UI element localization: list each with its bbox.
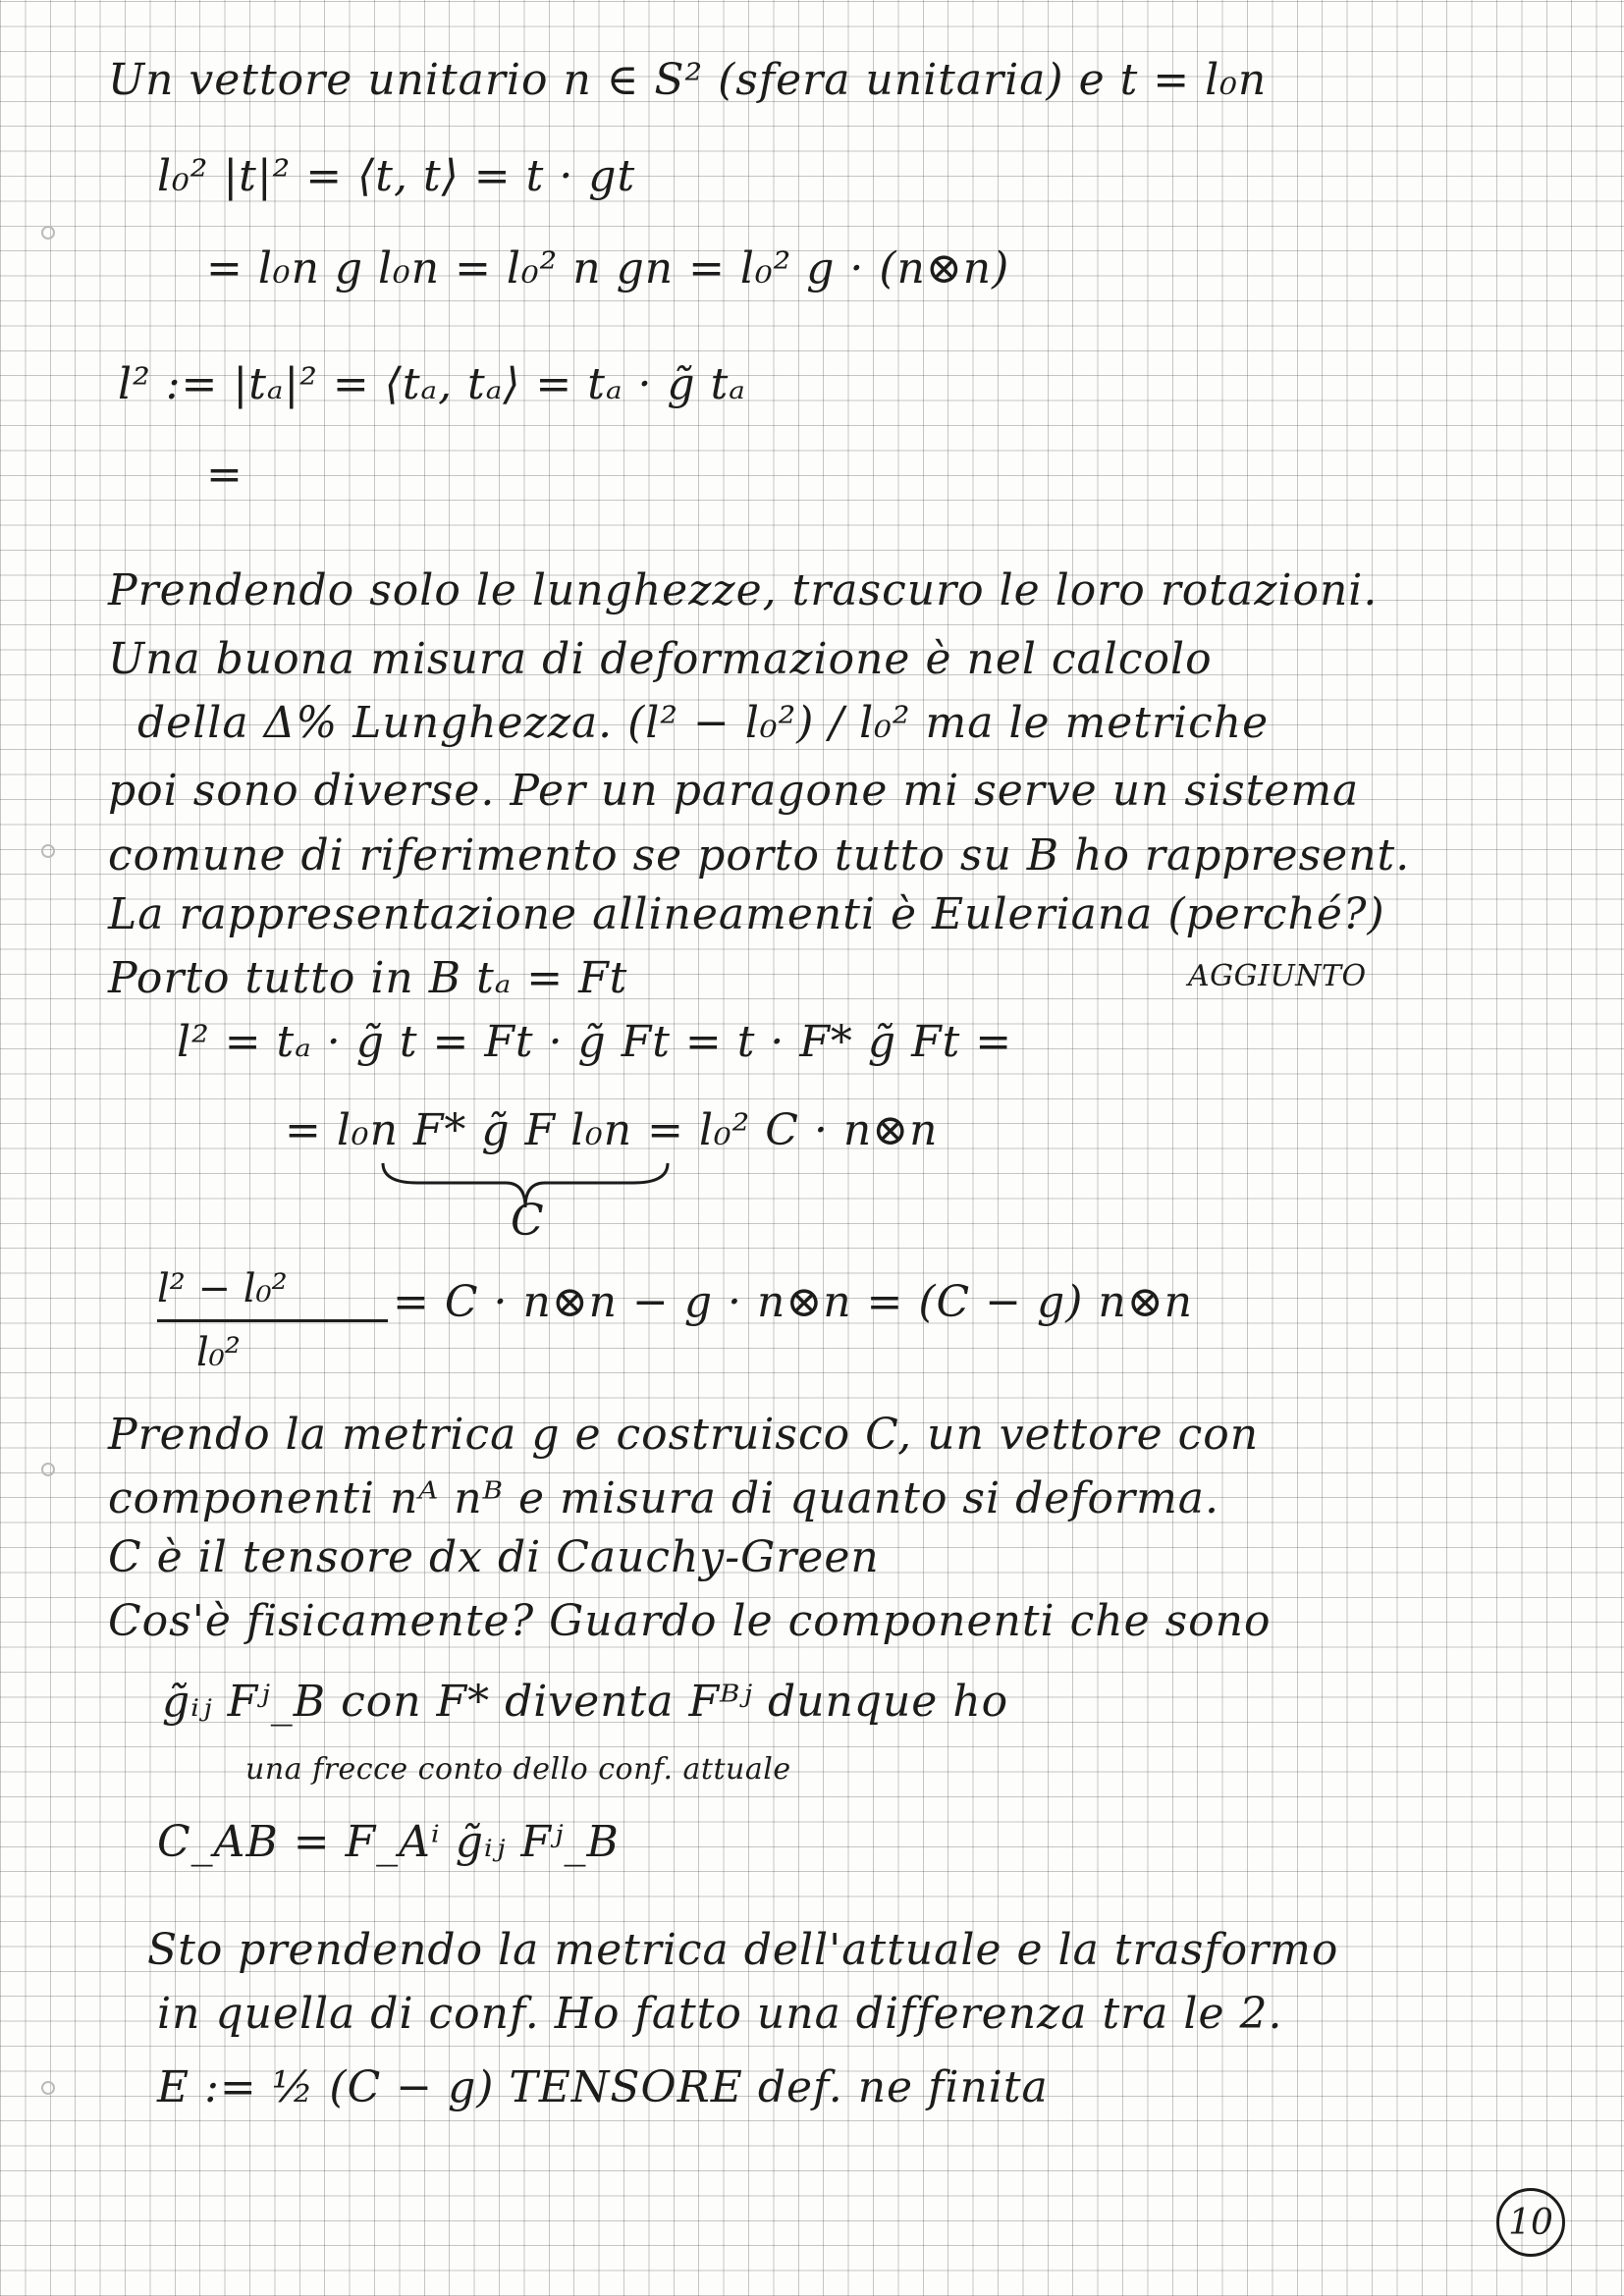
note-line-22: una frecce conto dello conf. attuale (245, 1752, 791, 1787)
note-line-15: C (511, 1196, 545, 1246)
fraction-numerator: l² − l₀² (157, 1266, 288, 1311)
deformation-fraction (157, 1266, 388, 1375)
punch-hole (41, 226, 55, 240)
note-line-24: Sto prendendo la metrica dell'attuale e la trasformo (147, 1925, 1339, 1975)
note-line-20: Cos'è fisicamente? Guardo le componenti che sono (108, 1596, 1272, 1646)
fraction-bar (157, 1319, 388, 1322)
note-line-11: La rappresentazione allineamenti è Euleriana (perché?) (108, 889, 1385, 939)
note-line-3: = l₀n g l₀n = l₀² n gn = l₀² g · (n⊗n) (206, 243, 1010, 294)
note-line-25: in quella di conf. Ho fatto una differenza tra le 2. (157, 1989, 1283, 2039)
note-line-2: l₀² |t|² = ⟨t, t⟩ = t · gt (157, 151, 636, 201)
note-line-23: C_AB = F_Aⁱ g̃ᵢⱼ Fʲ_B (157, 1817, 620, 1867)
note-line-21: g̃ᵢⱼ Fʲ_B con F* diventa Fᴮʲ dunque ho (162, 1677, 1009, 1727)
note-line-19: C è il tensore dx di Cauchy-Green (108, 1532, 880, 1582)
note-line-17: Prendo la metrica g e costruisco C, un vettore con (108, 1410, 1260, 1460)
note-line-12: Porto tutto in B tₐ = Ft (108, 953, 628, 1003)
note-line-6: Prendendo solo le lunghezze, trascuro le loro rotazioni. (108, 565, 1379, 615)
note-line-10: comune di riferimento se porto tutto su B ho rappresent. (108, 830, 1411, 881)
note-line-26: E := ½ (C − g) TENSORE def. ne finita (157, 2062, 1049, 2112)
note-added-label: AGGIUNTO (1188, 959, 1367, 993)
fraction-denominator: l₀² (196, 1330, 241, 1375)
note-line-16: = C · n⊗n − g · n⊗n = (C − g) n⊗n (393, 1277, 1193, 1327)
page-number: 10 (1496, 2188, 1565, 2257)
punch-hole (41, 1463, 55, 1476)
punch-hole (41, 844, 55, 858)
note-line-13: l² = tₐ · g̃ t = Ft · g̃ Ft = t · F* g̃ Ft = (177, 1017, 1013, 1067)
note-line-18: componenti nᴬ nᴮ e misura di quanto si deforma. (108, 1473, 1220, 1523)
note-line-5: = (206, 450, 244, 500)
note-line-7: Una buona misura di deformazione è nel calcolo (108, 634, 1213, 684)
punch-hole (41, 2081, 55, 2095)
note-line-14: = l₀n F* g̃ F l₀n = l₀² C · n⊗n (285, 1105, 939, 1155)
note-line-8: della Δ% Lunghezza. (l² − l₀²) / l₀² ma le metriche (137, 698, 1270, 748)
note-line-4: l² := |tₐ|² = ⟨tₐ, tₐ⟩ = tₐ · g̃ tₐ (118, 359, 746, 409)
note-line-1: Un vettore unitario n ∈ S² (sfera unitaria) e t = l₀n (108, 55, 1268, 105)
note-line-9: poi sono diverse. Per un paragone mi serve un sistema (108, 766, 1360, 816)
